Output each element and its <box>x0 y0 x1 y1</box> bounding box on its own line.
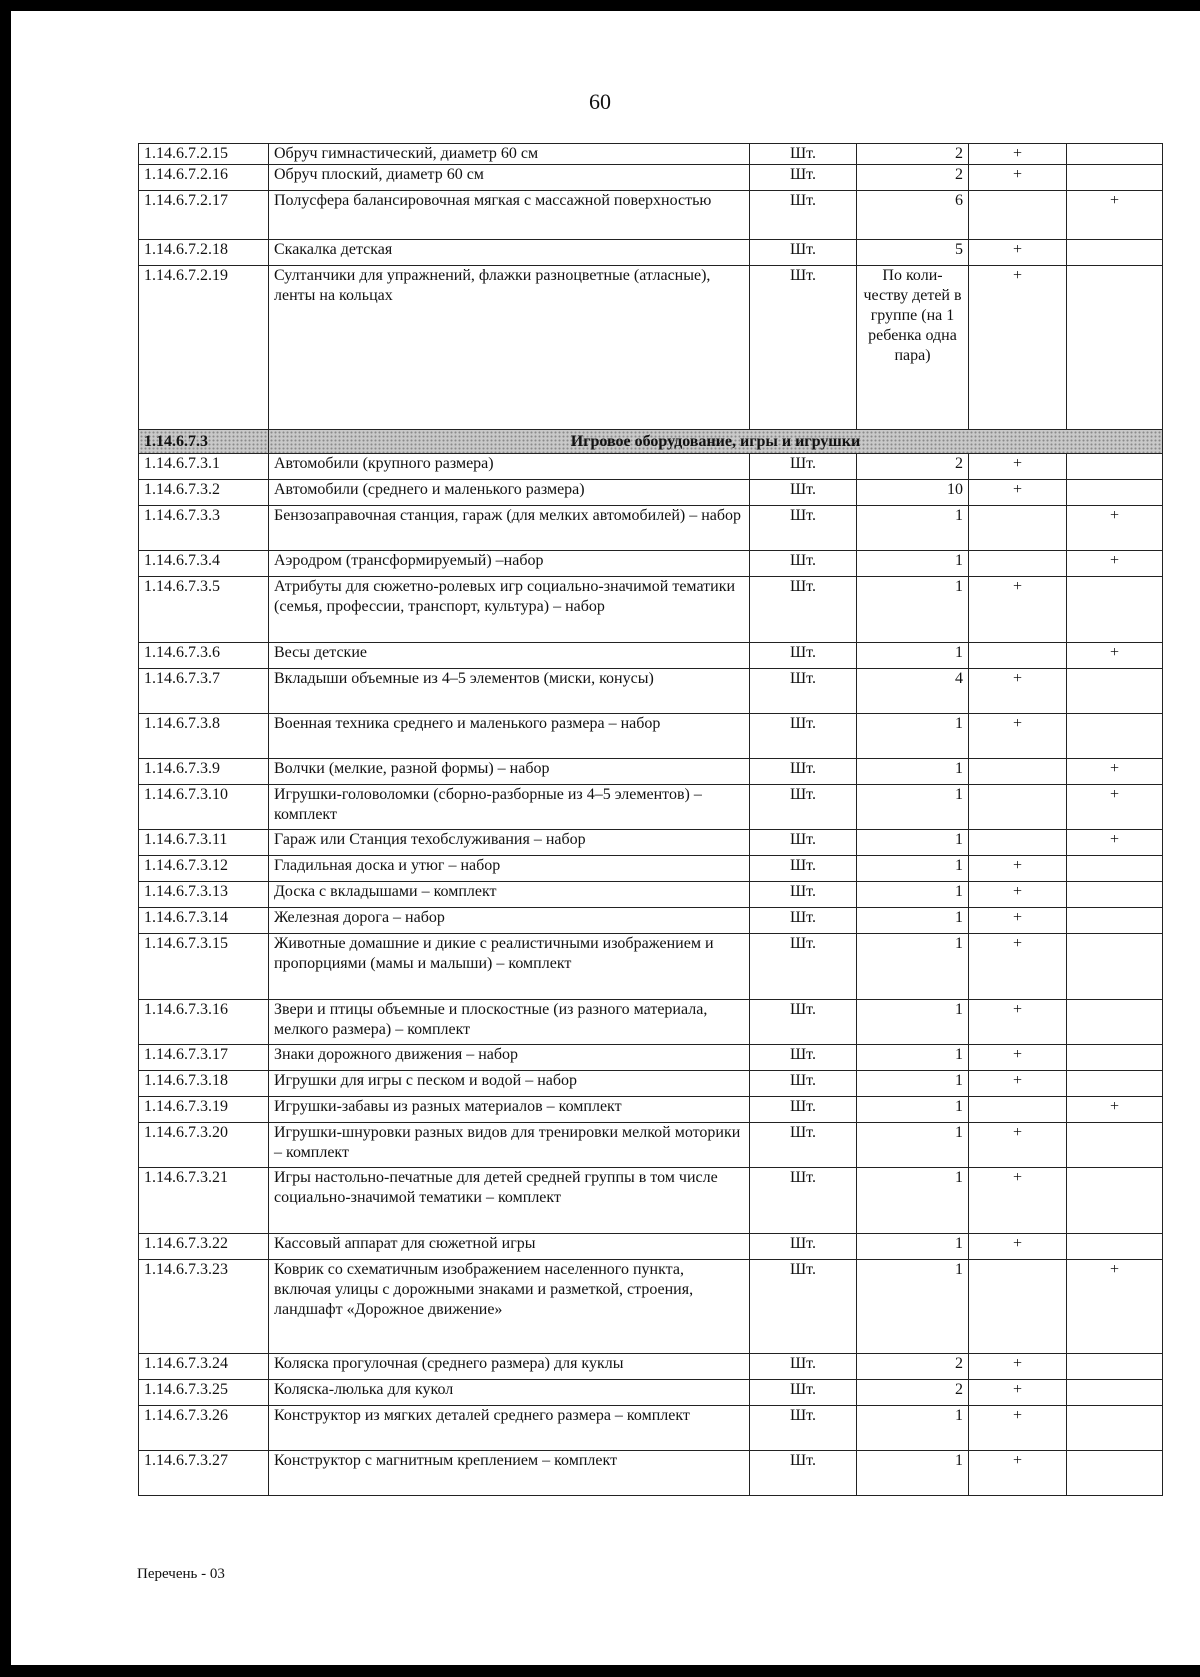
item-name: Военная техника среднего и маленького размера – набор <box>269 714 750 759</box>
scan-border-top <box>0 0 1200 11</box>
mark-column-1 <box>969 1260 1067 1354</box>
table-row <box>139 714 1163 759</box>
item-quantity: 1 <box>857 577 969 643</box>
mark-column-2 <box>1067 1071 1163 1097</box>
item-unit: Шт. <box>750 669 857 714</box>
item-quantity: 2 <box>857 1354 969 1380</box>
item-code: 1.14.6.7.3.6 <box>139 643 269 669</box>
table-row <box>139 1000 1163 1045</box>
mark-column-1: + <box>969 1123 1067 1168</box>
item-code: 1.14.6.7.3.23 <box>139 1260 269 1354</box>
mark-column-2 <box>1067 1406 1163 1451</box>
item-unit: Шт. <box>750 856 857 882</box>
item-unit: Шт. <box>750 454 857 480</box>
item-name: Звери и птицы объемные и плоскостные (из разного материала, мелкого размера) – комплект <box>269 1000 750 1045</box>
table-row <box>139 191 1163 240</box>
item-code: 1.14.6.7.3.13 <box>139 882 269 908</box>
mark-column-2: + <box>1067 830 1163 856</box>
item-code: 1.14.6.7.3.1 <box>139 454 269 480</box>
mark-column-2 <box>1067 1123 1163 1168</box>
mark-column-1: + <box>969 714 1067 759</box>
mark-column-2 <box>1067 856 1163 882</box>
mark-column-2 <box>1067 144 1163 165</box>
mark-column-2 <box>1067 577 1163 643</box>
item-name: Животные домашние и дикие с реалистичными изображением и пропорциями (мамы и малыши) – комплект <box>269 934 750 1000</box>
table-row <box>139 856 1163 882</box>
item-unit: Шт. <box>750 577 857 643</box>
item-unit: Шт. <box>750 1045 857 1071</box>
item-quantity: 2 <box>857 144 969 165</box>
mark-column-1: + <box>969 1168 1067 1234</box>
item-quantity: 1 <box>857 1045 969 1071</box>
item-unit: Шт. <box>750 1123 857 1168</box>
item-quantity: По коли-честву детей в группе (на 1 ребенка одна пара) <box>857 266 969 430</box>
mark-column-1 <box>969 643 1067 669</box>
table-row <box>139 643 1163 669</box>
item-name: Волчки (мелкие, разной формы) – набор <box>269 759 750 785</box>
item-name: Автомобили (крупного размера) <box>269 454 750 480</box>
item-name: Аэродром (трансформируемый) –набор <box>269 551 750 577</box>
item-name: Доска с вкладышами – комплект <box>269 882 750 908</box>
item-unit: Шт. <box>750 934 857 1000</box>
item-name: Железная дорога – набор <box>269 908 750 934</box>
mark-column-1: + <box>969 1234 1067 1260</box>
table-row <box>139 1168 1163 1234</box>
mark-column-1: + <box>969 934 1067 1000</box>
item-unit: Шт. <box>750 1097 857 1123</box>
item-code: 1.14.6.7.3.22 <box>139 1234 269 1260</box>
item-quantity: 10 <box>857 480 969 506</box>
mark-column-2 <box>1067 714 1163 759</box>
mark-column-2 <box>1067 480 1163 506</box>
table-row <box>139 165 1163 191</box>
item-unit: Шт. <box>750 1260 857 1354</box>
item-unit: Шт. <box>750 1000 857 1045</box>
mark-column-2 <box>1067 1380 1163 1406</box>
item-quantity: 1 <box>857 856 969 882</box>
item-quantity: 5 <box>857 240 969 266</box>
item-name: Игрушки-забавы из разных материалов – комплект <box>269 1097 750 1123</box>
table-row <box>139 908 1163 934</box>
item-code: 1.14.6.7.3.8 <box>139 714 269 759</box>
item-code: 1.14.6.7.3.16 <box>139 1000 269 1045</box>
mark-column-1 <box>969 759 1067 785</box>
mark-column-1: + <box>969 1045 1067 1071</box>
table-row <box>139 266 1163 430</box>
item-quantity: 6 <box>857 191 969 240</box>
item-name: Атрибуты для сюжетно-ролевых игр социально-значимой тематики (семья, профессии, транспорт, культура) – набор <box>269 577 750 643</box>
item-code: 1.14.6.7.2.18 <box>139 240 269 266</box>
table-row <box>139 759 1163 785</box>
item-quantity: 1 <box>857 643 969 669</box>
item-unit: Шт. <box>750 266 857 430</box>
equipment-table-body <box>139 144 1163 1496</box>
item-unit: Шт. <box>750 506 857 551</box>
item-unit: Шт. <box>750 1451 857 1496</box>
item-name: Коляска прогулочная (среднего размера) для куклы <box>269 1354 750 1380</box>
item-name: Игрушки-шнуровки разных видов для тренировки мелкой моторики – комплект <box>269 1123 750 1168</box>
mark-column-1 <box>969 191 1067 240</box>
item-unit: Шт. <box>750 643 857 669</box>
item-name: Полусфера балансировочная мягкая с массажной поверхностью <box>269 191 750 240</box>
item-code: 1.14.6.7.3.15 <box>139 934 269 1000</box>
item-code: 1.14.6.7.2.17 <box>139 191 269 240</box>
item-unit: Шт. <box>750 144 857 165</box>
mark-column-2: + <box>1067 759 1163 785</box>
table-row <box>139 1071 1163 1097</box>
item-code: 1.14.6.7.3.21 <box>139 1168 269 1234</box>
scan-border-bottom <box>0 1665 1200 1677</box>
item-name: Знаки дорожного движения – набор <box>269 1045 750 1071</box>
item-name: Коляска-люлька для кукол <box>269 1380 750 1406</box>
table-row <box>139 506 1163 551</box>
item-quantity: 1 <box>857 908 969 934</box>
item-name: Бензозаправочная станция, гараж (для мелких автомобилей) – набор <box>269 506 750 551</box>
item-code: 1.14.6.7.3.14 <box>139 908 269 934</box>
table-row <box>139 480 1163 506</box>
table-row <box>139 1123 1163 1168</box>
item-unit: Шт. <box>750 551 857 577</box>
table-row <box>139 144 1163 165</box>
mark-column-2: + <box>1067 643 1163 669</box>
mark-column-2 <box>1067 934 1163 1000</box>
item-code: 1.14.6.7.2.15 <box>139 144 269 165</box>
item-quantity: 1 <box>857 882 969 908</box>
item-code: 1.14.6.7.2.16 <box>139 165 269 191</box>
item-code: 1.14.6.7.3.7 <box>139 669 269 714</box>
mark-column-1: + <box>969 266 1067 430</box>
mark-column-2: + <box>1067 506 1163 551</box>
item-code: 1.14.6.7.3.3 <box>139 506 269 551</box>
mark-column-2: + <box>1067 551 1163 577</box>
mark-column-2 <box>1067 454 1163 480</box>
table-row <box>139 1354 1163 1380</box>
item-code: 1.14.6.7.3.27 <box>139 1451 269 1496</box>
page-number: 60 <box>589 89 611 114</box>
mark-column-1 <box>969 785 1067 830</box>
item-code: 1.14.6.7.3.24 <box>139 1354 269 1380</box>
mark-column-2 <box>1067 882 1163 908</box>
item-unit: Шт. <box>750 191 857 240</box>
mark-column-2 <box>1067 669 1163 714</box>
table-row <box>139 669 1163 714</box>
item-name: Игры настольно-печатные для детей средней группы в том числе социально-значимой тематики – комплект <box>269 1168 750 1234</box>
item-unit: Шт. <box>750 1071 857 1097</box>
mark-column-1: + <box>969 856 1067 882</box>
item-code: 1.14.6.7.3.2 <box>139 480 269 506</box>
mark-column-1 <box>969 830 1067 856</box>
item-code: 1.14.6.7.3.17 <box>139 1045 269 1071</box>
mark-column-1: + <box>969 1451 1067 1496</box>
item-quantity: 2 <box>857 454 969 480</box>
item-quantity: 1 <box>857 934 969 1000</box>
mark-column-1 <box>969 1097 1067 1123</box>
mark-column-1: + <box>969 882 1067 908</box>
table-row <box>139 454 1163 480</box>
table-row <box>139 1097 1163 1123</box>
item-name: Султанчики для упражнений, флажки разноцветные (атласные), ленты на кольцах <box>269 266 750 430</box>
item-code: 1.14.6.7.3.19 <box>139 1097 269 1123</box>
table-row <box>139 1451 1163 1496</box>
item-name: Игрушки для игры с песком и водой – набор <box>269 1071 750 1097</box>
table-row <box>139 934 1163 1000</box>
mark-column-2 <box>1067 165 1163 191</box>
item-unit: Шт. <box>750 882 857 908</box>
item-unit: Шт. <box>750 240 857 266</box>
item-name: Обруч плоский, диаметр 60 см <box>269 165 750 191</box>
mark-column-2: + <box>1067 1097 1163 1123</box>
item-unit: Шт. <box>750 714 857 759</box>
mark-column-1: + <box>969 1071 1067 1097</box>
item-quantity: 1 <box>857 1451 969 1496</box>
equipment-table <box>138 143 1163 1496</box>
item-quantity: 1 <box>857 506 969 551</box>
table-row <box>139 882 1163 908</box>
mark-column-1: + <box>969 1380 1067 1406</box>
item-code: 1.14.6.7.3.25 <box>139 1380 269 1406</box>
item-name: Гараж или Станция техобслуживания – набор <box>269 830 750 856</box>
table-row <box>139 830 1163 856</box>
mark-column-2 <box>1067 1168 1163 1234</box>
section-header-row <box>139 430 1163 454</box>
item-code: 1.14.6.7.3.11 <box>139 830 269 856</box>
item-name: Коврик со схематичным изображением населенного пункта, включая улицы с дорожными знаками и разметкой, строения, ландшафт «Дорожное движение» <box>269 1260 750 1354</box>
item-name: Автомобили (среднего и маленького размера) <box>269 480 750 506</box>
item-code: 1.14.6.7.3.18 <box>139 1071 269 1097</box>
item-code: 1.14.6.7.3.12 <box>139 856 269 882</box>
mark-column-1: + <box>969 1406 1067 1451</box>
item-quantity: 1 <box>857 759 969 785</box>
mark-column-2 <box>1067 1234 1163 1260</box>
item-quantity: 1 <box>857 1406 969 1451</box>
mark-column-2 <box>1067 1451 1163 1496</box>
item-code: 1.14.6.7.2.19 <box>139 266 269 430</box>
mark-column-2 <box>1067 908 1163 934</box>
mark-column-2 <box>1067 1354 1163 1380</box>
mark-column-1: + <box>969 669 1067 714</box>
item-code: 1.14.6.7.3.9 <box>139 759 269 785</box>
mark-column-1: + <box>969 454 1067 480</box>
mark-column-1 <box>969 506 1067 551</box>
item-code: 1.14.6.7.3.5 <box>139 577 269 643</box>
item-quantity: 1 <box>857 551 969 577</box>
item-quantity: 1 <box>857 830 969 856</box>
footer-doc-label: Перечень - 03 <box>137 1566 225 1582</box>
table-row <box>139 1045 1163 1071</box>
item-quantity: 1 <box>857 1234 969 1260</box>
item-unit: Шт. <box>750 759 857 785</box>
item-unit: Шт. <box>750 1354 857 1380</box>
item-quantity: 1 <box>857 785 969 830</box>
item-unit: Шт. <box>750 1234 857 1260</box>
item-name: Скакалка детская <box>269 240 750 266</box>
table-row <box>139 1406 1163 1451</box>
mark-column-1: + <box>969 1354 1067 1380</box>
item-unit: Шт. <box>750 480 857 506</box>
item-unit: Шт. <box>750 1380 857 1406</box>
item-unit: Шт. <box>750 908 857 934</box>
table-row <box>139 551 1163 577</box>
item-code: 1.14.6.7.3.4 <box>139 551 269 577</box>
mark-column-1: + <box>969 240 1067 266</box>
item-quantity: 1 <box>857 714 969 759</box>
scan-border-left <box>0 0 11 1677</box>
mark-column-2 <box>1067 1045 1163 1071</box>
mark-column-1 <box>969 551 1067 577</box>
item-name: Кассовый аппарат для сюжетной игры <box>269 1234 750 1260</box>
table-row <box>139 1380 1163 1406</box>
item-name: Гладильная доска и утюг – набор <box>269 856 750 882</box>
item-quantity: 1 <box>857 1260 969 1354</box>
mark-column-2: + <box>1067 1260 1163 1354</box>
mark-column-2: + <box>1067 785 1163 830</box>
section-title: Игровое оборудование, игры и игрушки <box>269 430 1163 454</box>
table-row <box>139 1234 1163 1260</box>
item-name: Обруч гимнастический, диаметр 60 см <box>269 144 750 165</box>
item-code: 1.14.6.7.3.10 <box>139 785 269 830</box>
item-quantity: 1 <box>857 1123 969 1168</box>
mark-column-1: + <box>969 1000 1067 1045</box>
item-unit: Шт. <box>750 830 857 856</box>
item-name: Весы детские <box>269 643 750 669</box>
item-quantity: 2 <box>857 165 969 191</box>
mark-column-2 <box>1067 1000 1163 1045</box>
item-quantity: 1 <box>857 1071 969 1097</box>
item-unit: Шт. <box>750 785 857 830</box>
mark-column-1: + <box>969 165 1067 191</box>
item-quantity: 1 <box>857 1168 969 1234</box>
item-name: Конструктор с магнитным креплением – комплект <box>269 1451 750 1496</box>
item-quantity: 4 <box>857 669 969 714</box>
item-code: 1.14.6.7.3.26 <box>139 1406 269 1451</box>
mark-column-1: + <box>969 480 1067 506</box>
table-row <box>139 1260 1163 1354</box>
item-name: Игрушки-головоломки (сборно-разборные из 4–5 элементов) – комплект <box>269 785 750 830</box>
item-name: Вкладыши объемные из 4–5 элементов (миски, конусы) <box>269 669 750 714</box>
mark-column-2 <box>1067 240 1163 266</box>
item-unit: Шт. <box>750 1168 857 1234</box>
item-quantity: 1 <box>857 1000 969 1045</box>
section-code: 1.14.6.7.3 <box>139 430 269 454</box>
table-row <box>139 577 1163 643</box>
mark-column-1: + <box>969 577 1067 643</box>
item-unit: Шт. <box>750 1406 857 1451</box>
table-row <box>139 785 1163 830</box>
mark-column-1: + <box>969 908 1067 934</box>
mark-column-2 <box>1067 266 1163 430</box>
item-quantity: 1 <box>857 1097 969 1123</box>
item-unit: Шт. <box>750 165 857 191</box>
table-row <box>139 240 1163 266</box>
item-code: 1.14.6.7.3.20 <box>139 1123 269 1168</box>
item-quantity: 2 <box>857 1380 969 1406</box>
mark-column-1: + <box>969 144 1067 165</box>
mark-column-2: + <box>1067 191 1163 240</box>
item-name: Конструктор из мягких деталей среднего размера – комплект <box>269 1406 750 1451</box>
